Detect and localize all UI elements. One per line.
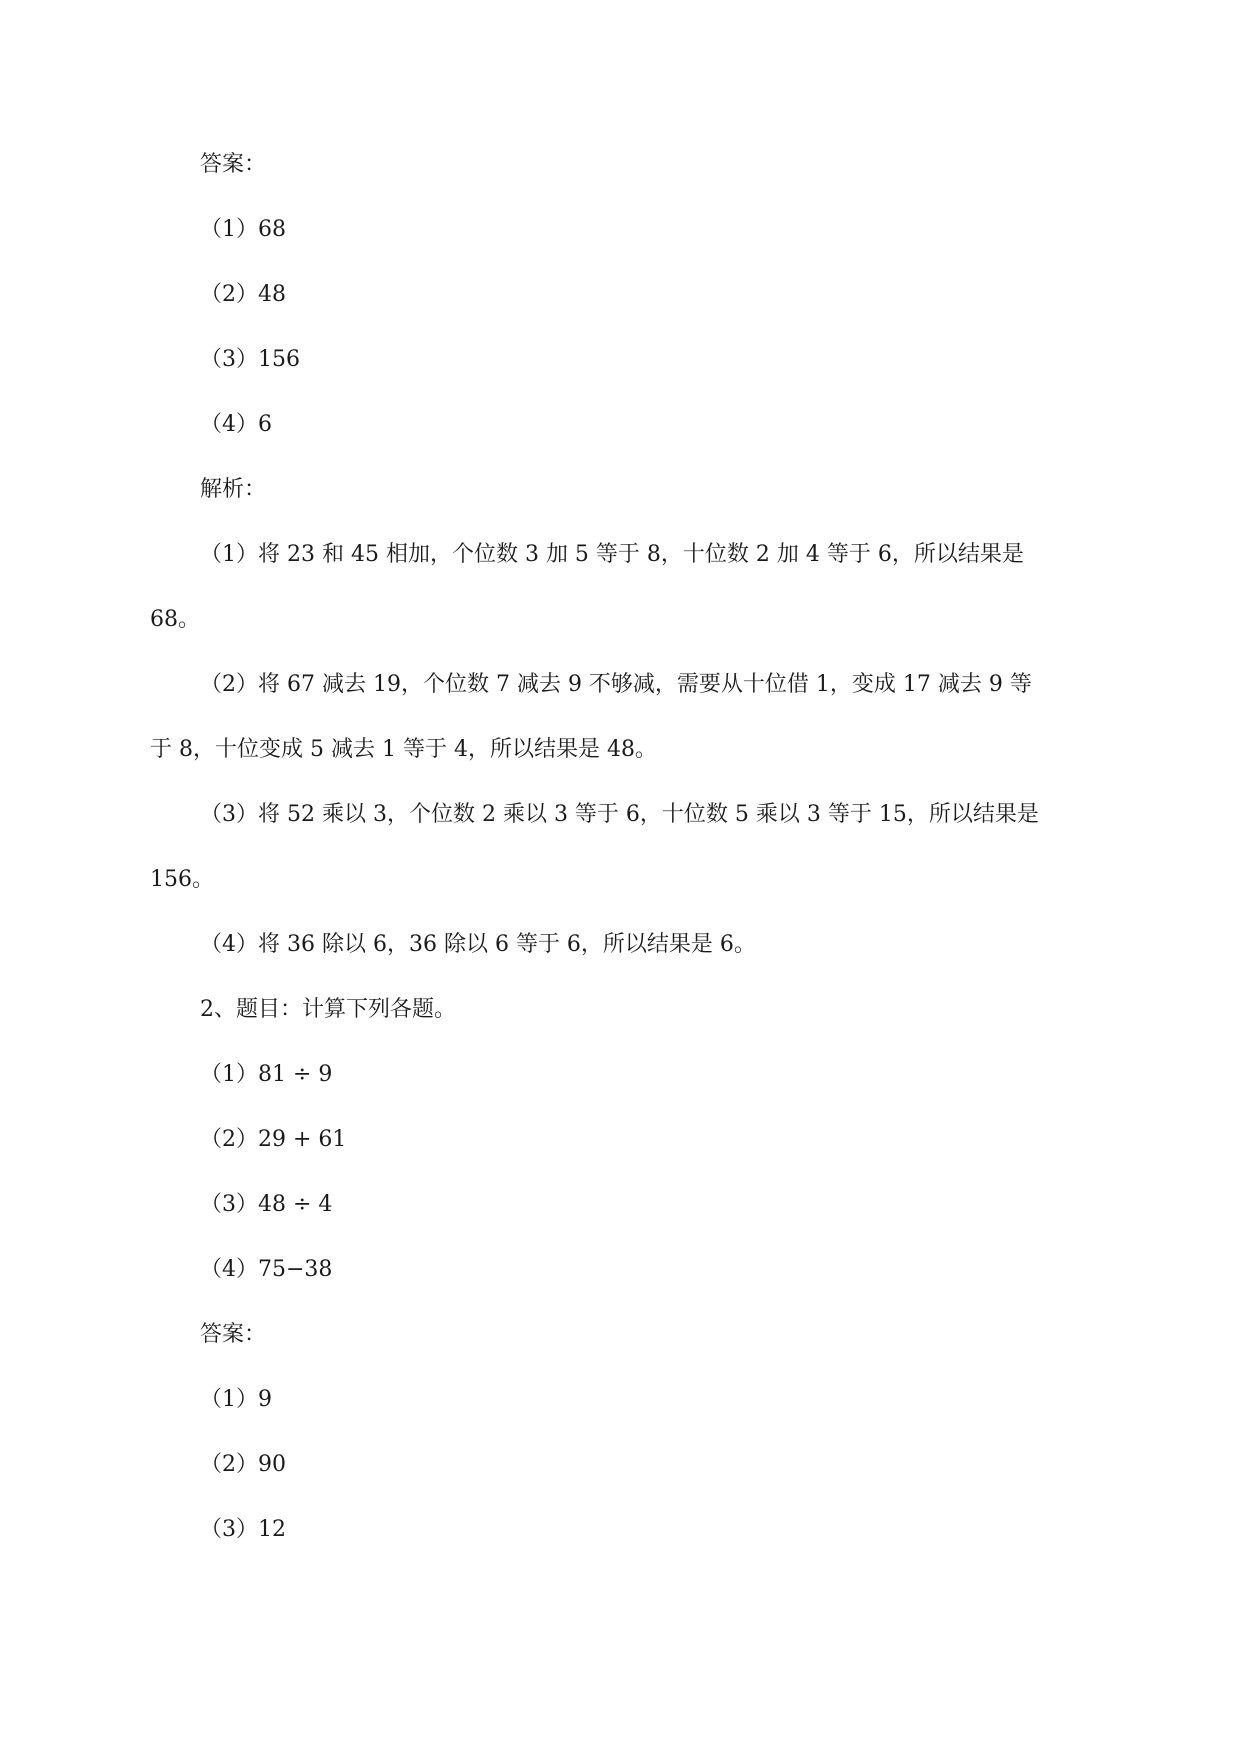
question-item: （1）81 ÷ 9 bbox=[200, 1062, 333, 1087]
question-item: （3）48 ÷ 4 bbox=[200, 1192, 333, 1217]
analysis-line: 156。 bbox=[150, 867, 214, 892]
question-item: （4）75−38 bbox=[200, 1257, 333, 1282]
analysis-heading: 解析： bbox=[200, 477, 267, 502]
answer-heading: 答案： bbox=[200, 1322, 267, 1347]
analysis-line: （1）将 23 和 45 相加，个位数 3 加 5 等于 8，十位数 2 加 4 等于 6，所以结果是 bbox=[200, 542, 1024, 567]
answer-item: （4）6 bbox=[200, 412, 272, 437]
analysis-line: （4）将 36 除以 6，36 除以 6 等于 6，所以结果是 6。 bbox=[200, 932, 756, 957]
question-item: （2）29 + 61 bbox=[200, 1127, 347, 1152]
analysis-line: 于 8，十位变成 5 减去 1 等于 4，所以结果是 48。 bbox=[150, 737, 657, 762]
answer-item: （2）90 bbox=[200, 1452, 286, 1477]
question-title: 2、题目：计算下列各题。 bbox=[200, 997, 456, 1022]
analysis-line: （2）将 67 减去 19，个位数 7 减去 9 不够减，需要从十位借 1，变成 17 减去 9 等 bbox=[200, 672, 1032, 697]
answer-heading: 答案： bbox=[200, 152, 267, 177]
answer-item: （2）48 bbox=[200, 282, 286, 307]
answer-item: （1）9 bbox=[200, 1387, 272, 1412]
answer-item: （3）12 bbox=[200, 1517, 286, 1542]
answer-item: （1）68 bbox=[200, 217, 286, 242]
analysis-line: 68。 bbox=[150, 607, 200, 632]
analysis-line: （3）将 52 乘以 3，个位数 2 乘以 3 等于 6，十位数 5 乘以 3 等于 15，所以结果是 bbox=[200, 802, 1039, 827]
answer-item: （3）156 bbox=[200, 347, 300, 372]
